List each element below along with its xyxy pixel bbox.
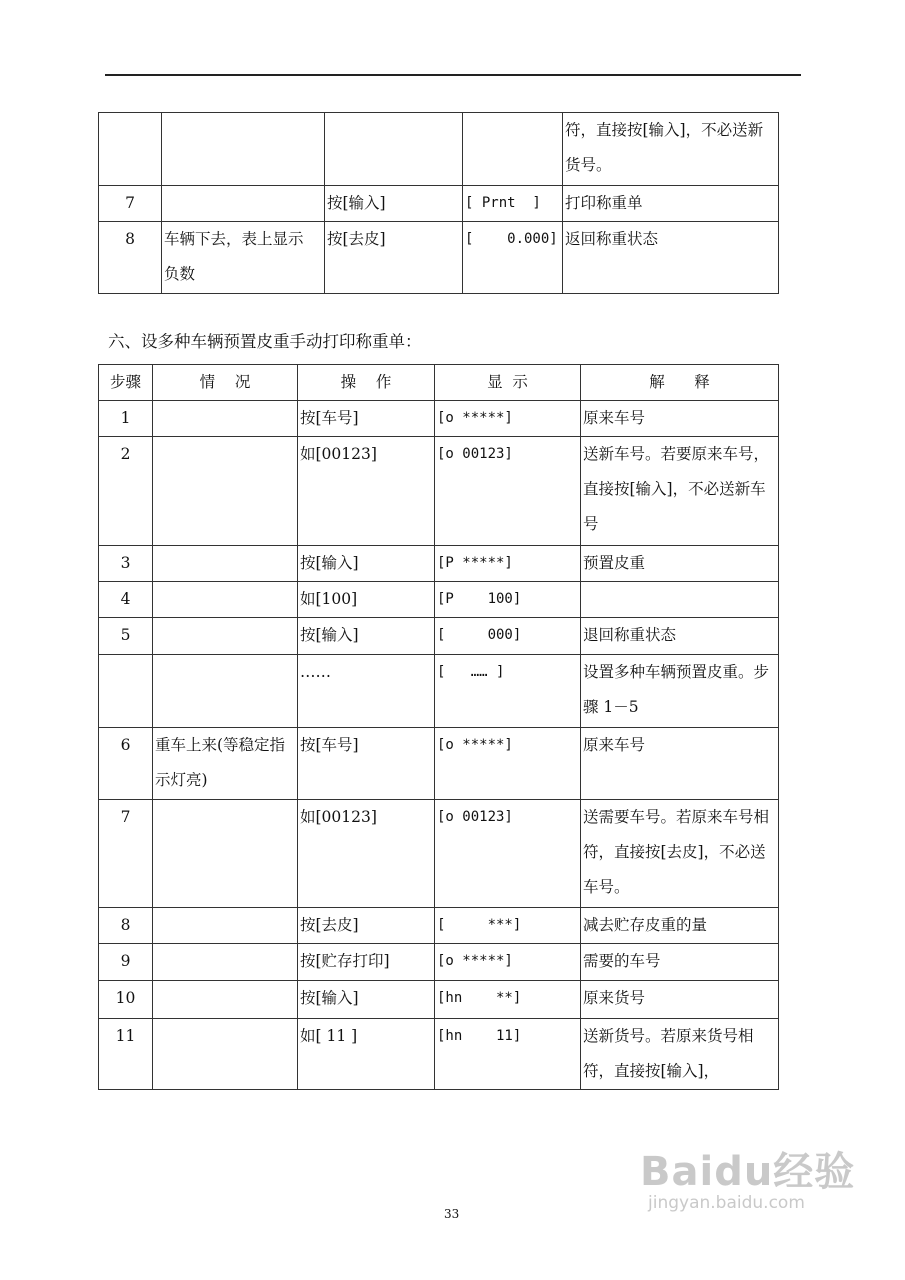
table-cell	[99, 113, 162, 186]
table-cell: [P 100]	[435, 582, 581, 618]
table-cell: 送新货号。若原来货号相符，直接按[输入]，	[581, 1019, 779, 1090]
table-cell: 如[00123]	[298, 437, 435, 546]
section-title: 六、设多种车辆预置皮重手动打印称重单：	[108, 332, 422, 351]
table-cell	[463, 113, 563, 186]
table-cell: 设置多种车辆预置皮重。步骤 1－5	[581, 655, 779, 728]
table-row	[99, 981, 779, 1019]
table-cell: 6	[99, 728, 153, 800]
table-row	[99, 800, 779, 908]
table-cell	[162, 186, 325, 222]
table-cell	[153, 437, 298, 546]
table-cell: [ 0.000]	[463, 222, 563, 294]
table-cell: 退回称重状态	[581, 618, 779, 655]
table-row	[99, 113, 779, 186]
table-cell: 按[去皮]	[325, 222, 463, 294]
table-cell	[153, 655, 298, 728]
table-cell	[581, 582, 779, 618]
table-cell: [o *****]	[435, 728, 581, 800]
table-row	[99, 437, 779, 546]
table-cell: 7	[99, 800, 153, 908]
table-cell: 5	[99, 618, 153, 655]
table-row	[99, 582, 779, 618]
table-cell	[153, 1019, 298, 1090]
table-cell: [o 00123]	[435, 800, 581, 908]
column-header: 步骤	[99, 365, 153, 401]
table-cell	[153, 582, 298, 618]
watermark-url: jingyan.baidu.com	[648, 1193, 805, 1213]
table-cell: [o *****]	[435, 401, 581, 437]
table-continued	[98, 112, 779, 294]
table-cell	[162, 113, 325, 186]
table-cell: [hn **]	[435, 981, 581, 1019]
header-rule	[105, 74, 801, 76]
table-cell	[153, 546, 298, 582]
baidu-watermark	[640, 1140, 855, 1213]
table-cell: 原来车号	[581, 401, 779, 437]
table-cell: 8	[99, 222, 162, 294]
table-cell: 4	[99, 582, 153, 618]
table-cell	[153, 401, 298, 437]
column-header: 情 况	[153, 365, 298, 401]
table-cell: 打印称重单	[563, 186, 779, 222]
table-cell: 9	[99, 944, 153, 981]
table-cell	[153, 908, 298, 944]
table-cell: ……	[298, 655, 435, 728]
table-row	[99, 908, 779, 944]
table-row	[99, 944, 779, 981]
table-cell: 返回称重状态	[563, 222, 779, 294]
table-cell: [hn 11]	[435, 1019, 581, 1090]
table-cell: 2	[99, 437, 153, 546]
table-cell: 送新车号。若要原来车号，直接按[输入]，不必送新车号	[581, 437, 779, 546]
table-cell: [ ***]	[435, 908, 581, 944]
column-header: 解 释	[581, 365, 779, 401]
column-header: 显 示	[435, 365, 581, 401]
table-cell	[99, 655, 153, 728]
table-cell: 7	[99, 186, 162, 222]
table-cell: 如[00123]	[298, 800, 435, 908]
table-cell: 如[ 11 ]	[298, 1019, 435, 1090]
table-cell: 按[输入]	[325, 186, 463, 222]
table-cell: [o 00123]	[435, 437, 581, 546]
table-row	[99, 186, 779, 222]
table-cell: 按[输入]	[298, 981, 435, 1019]
procedure-table	[98, 364, 779, 1090]
table-cell: [o *****]	[435, 944, 581, 981]
table-cell	[153, 800, 298, 908]
watermark-brand: Baidu经验	[640, 1149, 856, 1195]
table-cell: [P *****]	[435, 546, 581, 582]
table-cell: [ …… ]	[435, 655, 581, 728]
table-cell: 8	[99, 908, 153, 944]
table-cell: 减去贮存皮重的量	[581, 908, 779, 944]
table-cell	[153, 944, 298, 981]
table-cell	[153, 981, 298, 1019]
table-cell: 按[输入]	[298, 618, 435, 655]
table-cell: 原来车号	[581, 728, 779, 800]
table-cell: 按[去皮]	[298, 908, 435, 944]
table-row	[99, 655, 779, 728]
table-cell: 预置皮重	[581, 546, 779, 582]
table-cell: 需要的车号	[581, 944, 779, 981]
table-cell: 送需要车号。若原来车号相符，直接按[去皮]，不必送车号。	[581, 800, 779, 908]
table-cell: 按[车号]	[298, 401, 435, 437]
table-cell: [ 000]	[435, 618, 581, 655]
table-cell: 按[车号]	[298, 728, 435, 800]
table-cell: 原来货号	[581, 981, 779, 1019]
table-cell: 车辆下去，表上显示 负数	[162, 222, 325, 294]
table-cell: 按[贮存打印]	[298, 944, 435, 981]
table-cell: 如[100]	[298, 582, 435, 618]
table-cell	[153, 618, 298, 655]
table-cell: 11	[99, 1019, 153, 1090]
table-row	[99, 1019, 779, 1090]
column-header: 操 作	[298, 365, 435, 401]
table-row	[99, 222, 779, 294]
table-cell: 符，直接按[输入]，不必送新货号。	[563, 113, 779, 186]
table-cell: 10	[99, 981, 153, 1019]
table-row	[99, 618, 779, 655]
table-cell: 3	[99, 546, 153, 582]
table-cell: [ Prnt ]	[463, 186, 563, 222]
table-cell: 按[输入]	[298, 546, 435, 582]
table-cell: 重车上来(等稳定指示灯亮)	[153, 728, 298, 800]
table-row	[99, 728, 779, 800]
page-number: 33	[444, 1207, 460, 1221]
table-row	[99, 401, 779, 437]
table-cell	[325, 113, 463, 186]
table-cell: 1	[99, 401, 153, 437]
table-row	[99, 546, 779, 582]
